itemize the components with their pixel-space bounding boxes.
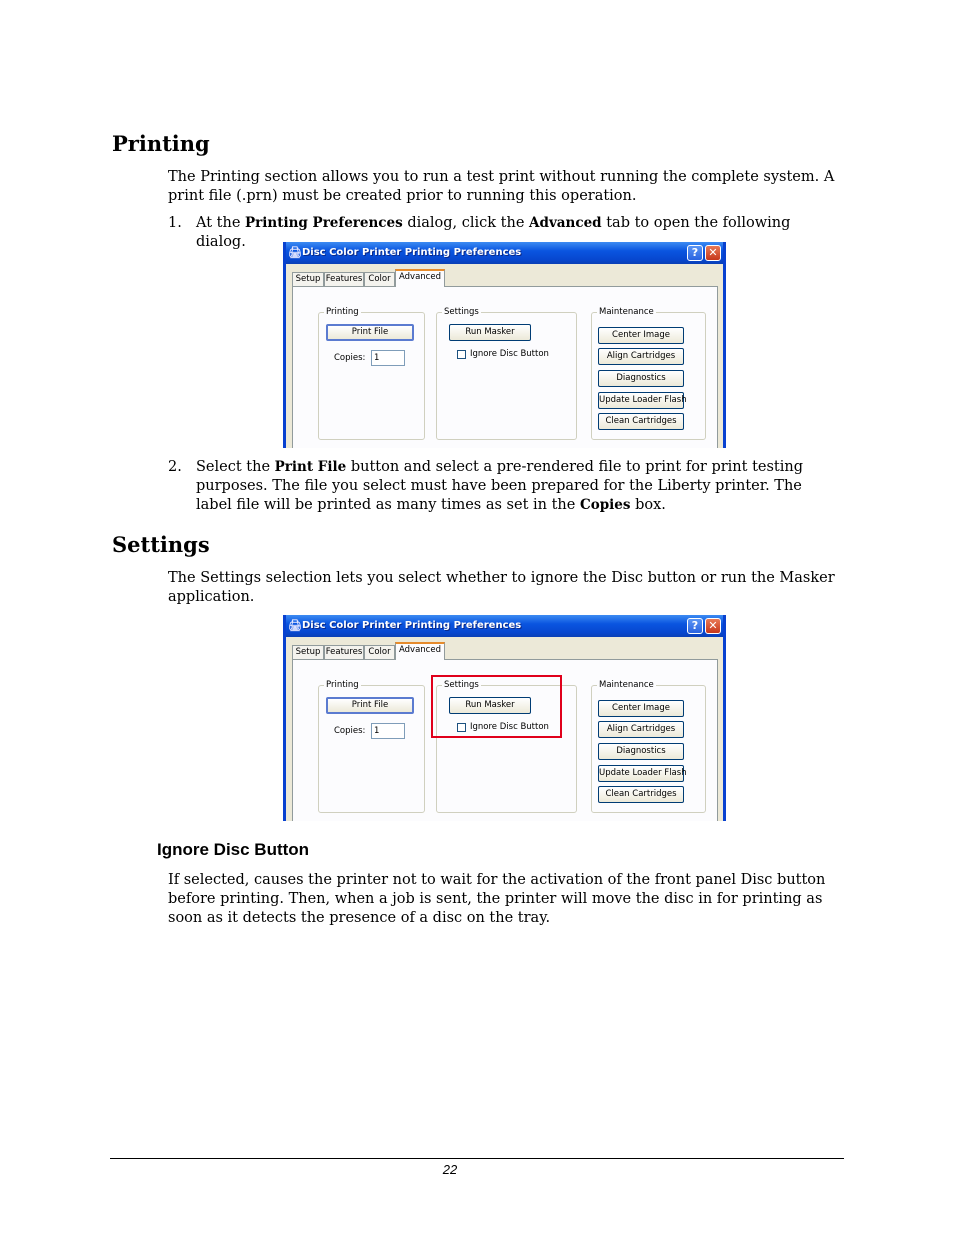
- printing-preferences-dialog-1: [283, 242, 726, 448]
- diagnostics-button[interactable]: Diagnostics: [598, 370, 684, 387]
- close-button[interactable]: ✕: [705, 618, 721, 634]
- settings-intro: The Settings selection lets you select whether to ignore the Disc button or run the Masker application.: [168, 570, 835, 605]
- settings-group: [436, 307, 577, 440]
- advanced-term: Advanced: [529, 215, 602, 231]
- settings-group-label: Settings: [444, 307, 479, 317]
- close-button[interactable]: ✕: [705, 245, 721, 261]
- tab-color[interactable]: Color: [364, 272, 395, 286]
- printing-preferences-dialog-2: [283, 615, 726, 821]
- tab-features[interactable]: Features: [325, 647, 363, 657]
- tab-advanced[interactable]: Advanced: [395, 642, 445, 660]
- center-image-button[interactable]: Center Image: [598, 700, 684, 717]
- settings-group-label: Settings: [444, 680, 479, 690]
- run-masker-button[interactable]: Run Masker: [449, 324, 531, 341]
- tab-setup[interactable]: Setup: [292, 645, 324, 659]
- tab-color[interactable]: Color: [364, 645, 395, 659]
- printing-group: [318, 307, 425, 440]
- copies-term: Copies: [579, 497, 631, 513]
- maintenance-group-label: Maintenance: [599, 307, 654, 317]
- settings-heading: Settings: [112, 532, 210, 557]
- tab-advanced[interactable]: Advanced: [395, 269, 445, 287]
- copies-input[interactable]: 1: [371, 723, 405, 739]
- align-cartridges-button[interactable]: Align Cartridges: [598, 348, 684, 365]
- printing-group-label: Printing: [326, 680, 359, 690]
- maintenance-group-label: Maintenance: [599, 680, 654, 690]
- help-button[interactable]: ?: [687, 245, 703, 261]
- dialog-titlebar: [283, 615, 726, 637]
- advanced-panel: [292, 659, 718, 821]
- print-file-button[interactable]: Print File: [326, 324, 414, 341]
- clean-cartridges-button[interactable]: Clean Cartridges: [598, 413, 684, 430]
- tab-features[interactable]: Features: [325, 274, 363, 284]
- dialog-title: Disc Color Printer Printing Preferences: [302, 247, 522, 258]
- update-loader-flash-button[interactable]: Update Loader Flash: [598, 392, 684, 409]
- maintenance-group: [591, 307, 706, 440]
- settings-highlight-box: [431, 675, 562, 738]
- update-loader-flash-button[interactable]: Update Loader Flash: [598, 765, 684, 782]
- advanced-panel: [292, 286, 718, 448]
- dialog-title: Disc Color Printer Printing Preferences: [302, 620, 522, 631]
- printer-icon: 🖨: [288, 619, 302, 632]
- copies-input[interactable]: 1: [371, 350, 405, 366]
- tab-setup[interactable]: Setup: [292, 272, 324, 286]
- copies-label: Copies:: [334, 726, 366, 736]
- footer-rule: [110, 1158, 844, 1159]
- page-number: 22: [442, 1162, 458, 1177]
- run-masker-button[interactable]: Run Masker: [449, 697, 531, 714]
- maintenance-group: [591, 680, 706, 813]
- clean-cartridges-button[interactable]: Clean Cartridges: [598, 786, 684, 803]
- dialog-titlebar: [283, 242, 726, 264]
- printer-icon: 🖨: [288, 246, 302, 259]
- printing-preferences-term: Printing Preferences: [245, 215, 403, 231]
- printing-group-label: Printing: [326, 307, 359, 317]
- ignore-disc-label: Ignore Disc Button: [470, 722, 549, 732]
- printing-intro: The Printing section allows you to run a test print without running the complete system. A print file (.prn) must be created prior to running this operation.: [168, 169, 835, 204]
- printing-group: [318, 680, 425, 813]
- step-1-text: At the Printing Preferences dialog, click the Advanced tab to open the following dialog.: [196, 215, 791, 250]
- ignore-disc-label: Ignore Disc Button: [470, 349, 549, 359]
- printing-heading: Printing: [112, 131, 210, 156]
- ignore-disc-checkbox[interactable]: [457, 350, 466, 359]
- copies-label: Copies:: [334, 353, 366, 363]
- help-button[interactable]: ?: [687, 618, 703, 634]
- print-file-button[interactable]: Print File: [326, 697, 414, 714]
- ignore-disc-body: If selected, causes the printer not to wait for the activation of the front panel Disc button before printing. Then, when a job is sent, the printer will move the disc in for printing as soon as it detects the presence of a disc on the tray.: [168, 872, 826, 926]
- ignore-disc-heading: Ignore Disc Button: [157, 840, 310, 859]
- step-1-number: 1.: [168, 215, 182, 231]
- center-image-button[interactable]: Center Image: [598, 327, 684, 344]
- print-file-term: Print File: [274, 459, 347, 475]
- step-2-number: 2.: [168, 459, 182, 475]
- step-2-text: Select the Print File button and select a pre-rendered file to print for print testing purposes. The file you select must have been prepared for the Liberty printer. The label file will be printed as many times as set in the Copies box.: [196, 459, 804, 513]
- align-cartridges-button[interactable]: Align Cartridges: [598, 721, 684, 738]
- diagnostics-button[interactable]: Diagnostics: [598, 743, 684, 760]
